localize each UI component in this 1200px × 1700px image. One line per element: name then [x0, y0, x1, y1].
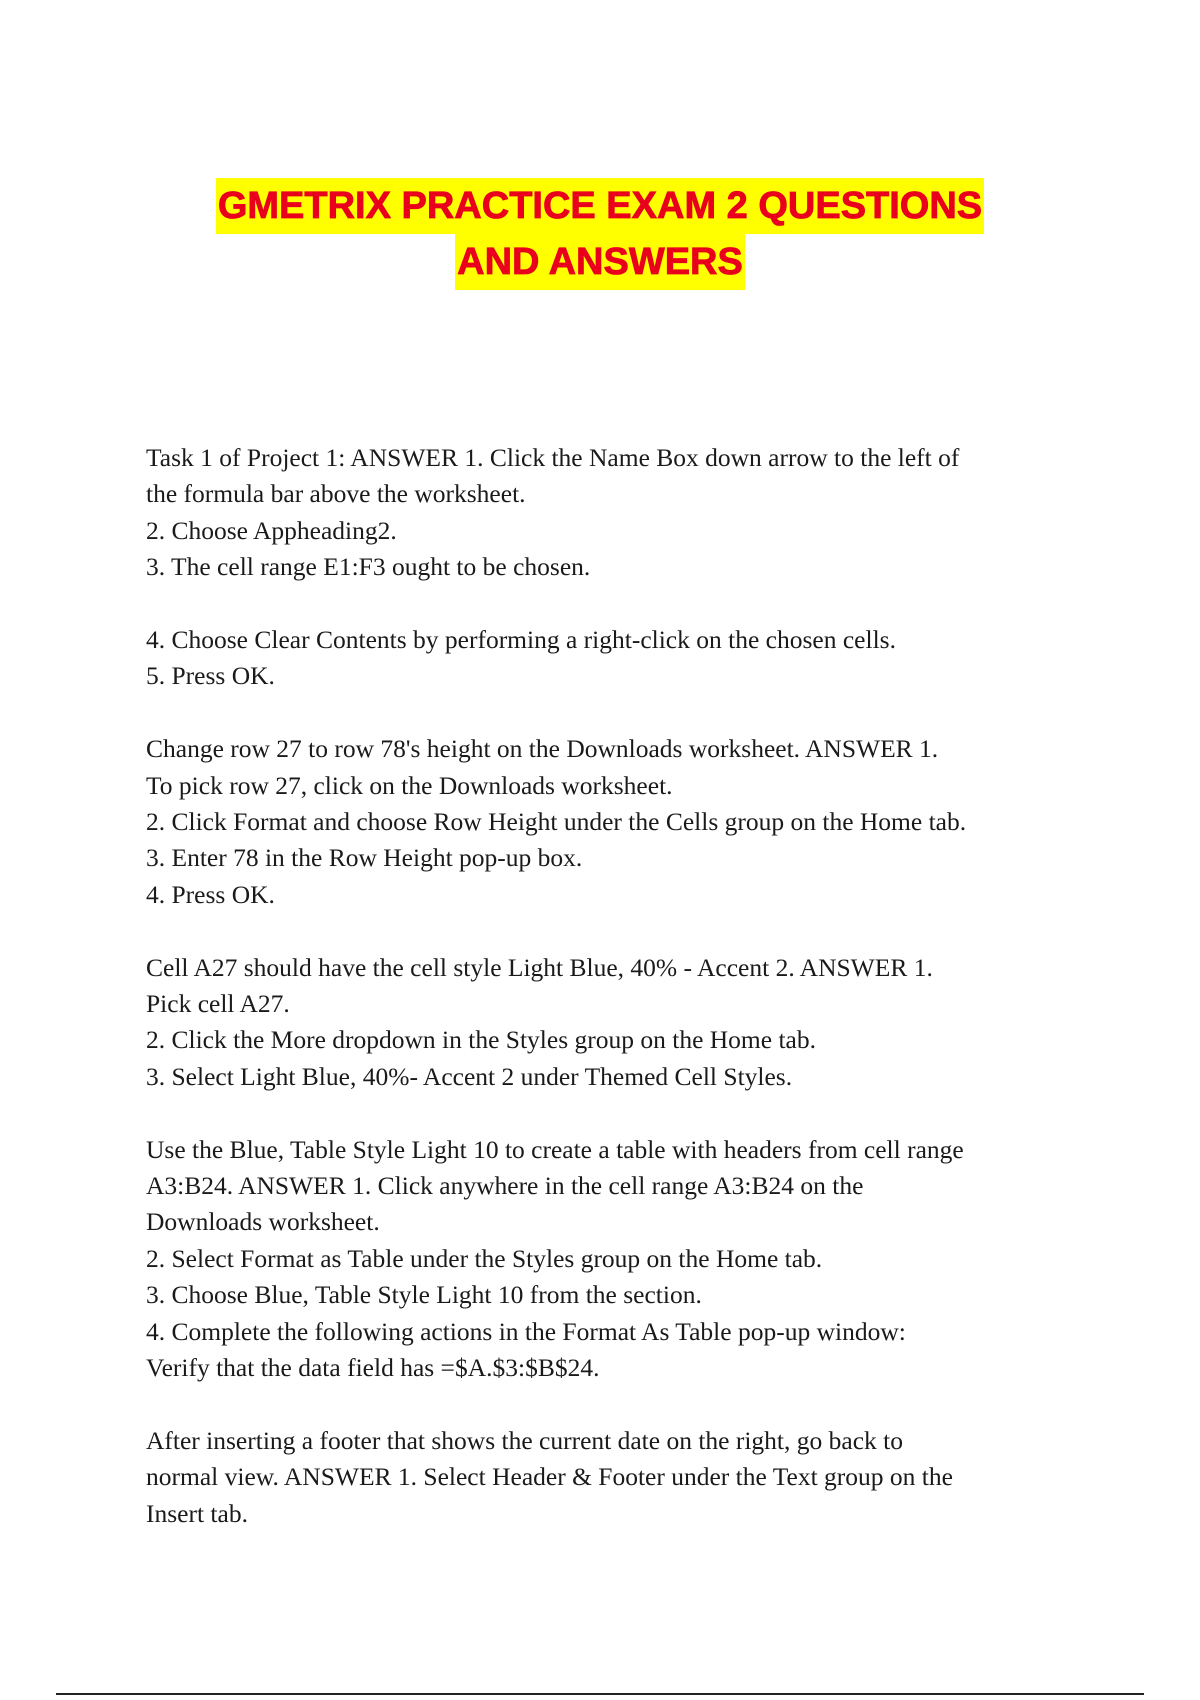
text-line: 3. The cell range E1:F3 ought to be chosen. — [146, 552, 591, 582]
qa-block-6 — [146, 1423, 1066, 1532]
qa-block-2 — [146, 622, 1066, 695]
text-line: After inserting a footer that shows the current date on the right, go back to — [146, 1425, 903, 1455]
text-line: Change row 27 to row 78's height on the Downloads worksheet. ANSWER 1. — [146, 734, 939, 764]
text-line: 4. Complete the following actions in the Format As Table pop-up window: — [146, 1316, 906, 1346]
text-line: Task 1 of Project 1: ANSWER 1. Click the Name Box down arrow to the left of — [146, 443, 960, 472]
text-line: To pick row 27, click on the Downloads worksheet. — [146, 770, 673, 800]
text-line: normal view. ANSWER 1. Select Header & Footer under the Text group on the — [146, 1462, 953, 1492]
text-line: Pick cell A27. — [146, 989, 290, 1019]
text-line: Verify that the data field has =$A.$3:$B$24. — [146, 1353, 600, 1383]
footer-divider — [56, 1693, 1144, 1695]
text-line: 2. Choose Appheading2. — [146, 515, 397, 545]
text-line: 3. Select Light Blue, 40%- Accent 2 under Themed Cell Styles. — [146, 1061, 793, 1091]
title-line-2: AND ANSWERS — [455, 234, 745, 290]
qa-block-3 — [146, 731, 1066, 913]
text-line: 5. Press OK. — [146, 661, 275, 691]
text-line: Insert tab. — [146, 1498, 248, 1528]
text-line: 2. Select Format as Table under the Styles group on the Home tab. — [146, 1243, 823, 1273]
text-line: the formula bar above the worksheet. — [146, 479, 526, 509]
qa-block-1 — [146, 440, 1066, 586]
text-line: A3:B24. ANSWER 1. Click anywhere in the cell range A3:B24 on the — [146, 1171, 864, 1201]
text-line: Cell A27 should have the cell style Light Blue, 40% - Accent 2. ANSWER 1. — [146, 952, 933, 982]
text-line: 4. Choose Clear Contents by performing a right-click on the chosen cells. — [146, 625, 896, 655]
text-line: 4. Press OK. — [146, 879, 275, 909]
document-body — [146, 440, 1066, 1569]
text-line: 2. Click Format and choose Row Height under the Cells group on the Home tab. — [146, 807, 967, 837]
text-line: 3. Enter 78 in the Row Height pop-up box. — [146, 843, 583, 873]
title-line-1: GMETRIX PRACTICE EXAM 2 QUESTIONS — [216, 178, 984, 234]
document-title — [0, 178, 1200, 290]
text-line: 3. Choose Blue, Table Style Light 10 from the section. — [146, 1280, 702, 1310]
text-line: Use the Blue, Table Style Light 10 to create a table with headers from cell range — [146, 1134, 964, 1164]
qa-block-5 — [146, 1132, 1066, 1387]
text-line: Downloads worksheet. — [146, 1207, 380, 1237]
text-line: 2. Click the More dropdown in the Styles group on the Home tab. — [146, 1025, 816, 1055]
qa-block-4 — [146, 950, 1066, 1096]
